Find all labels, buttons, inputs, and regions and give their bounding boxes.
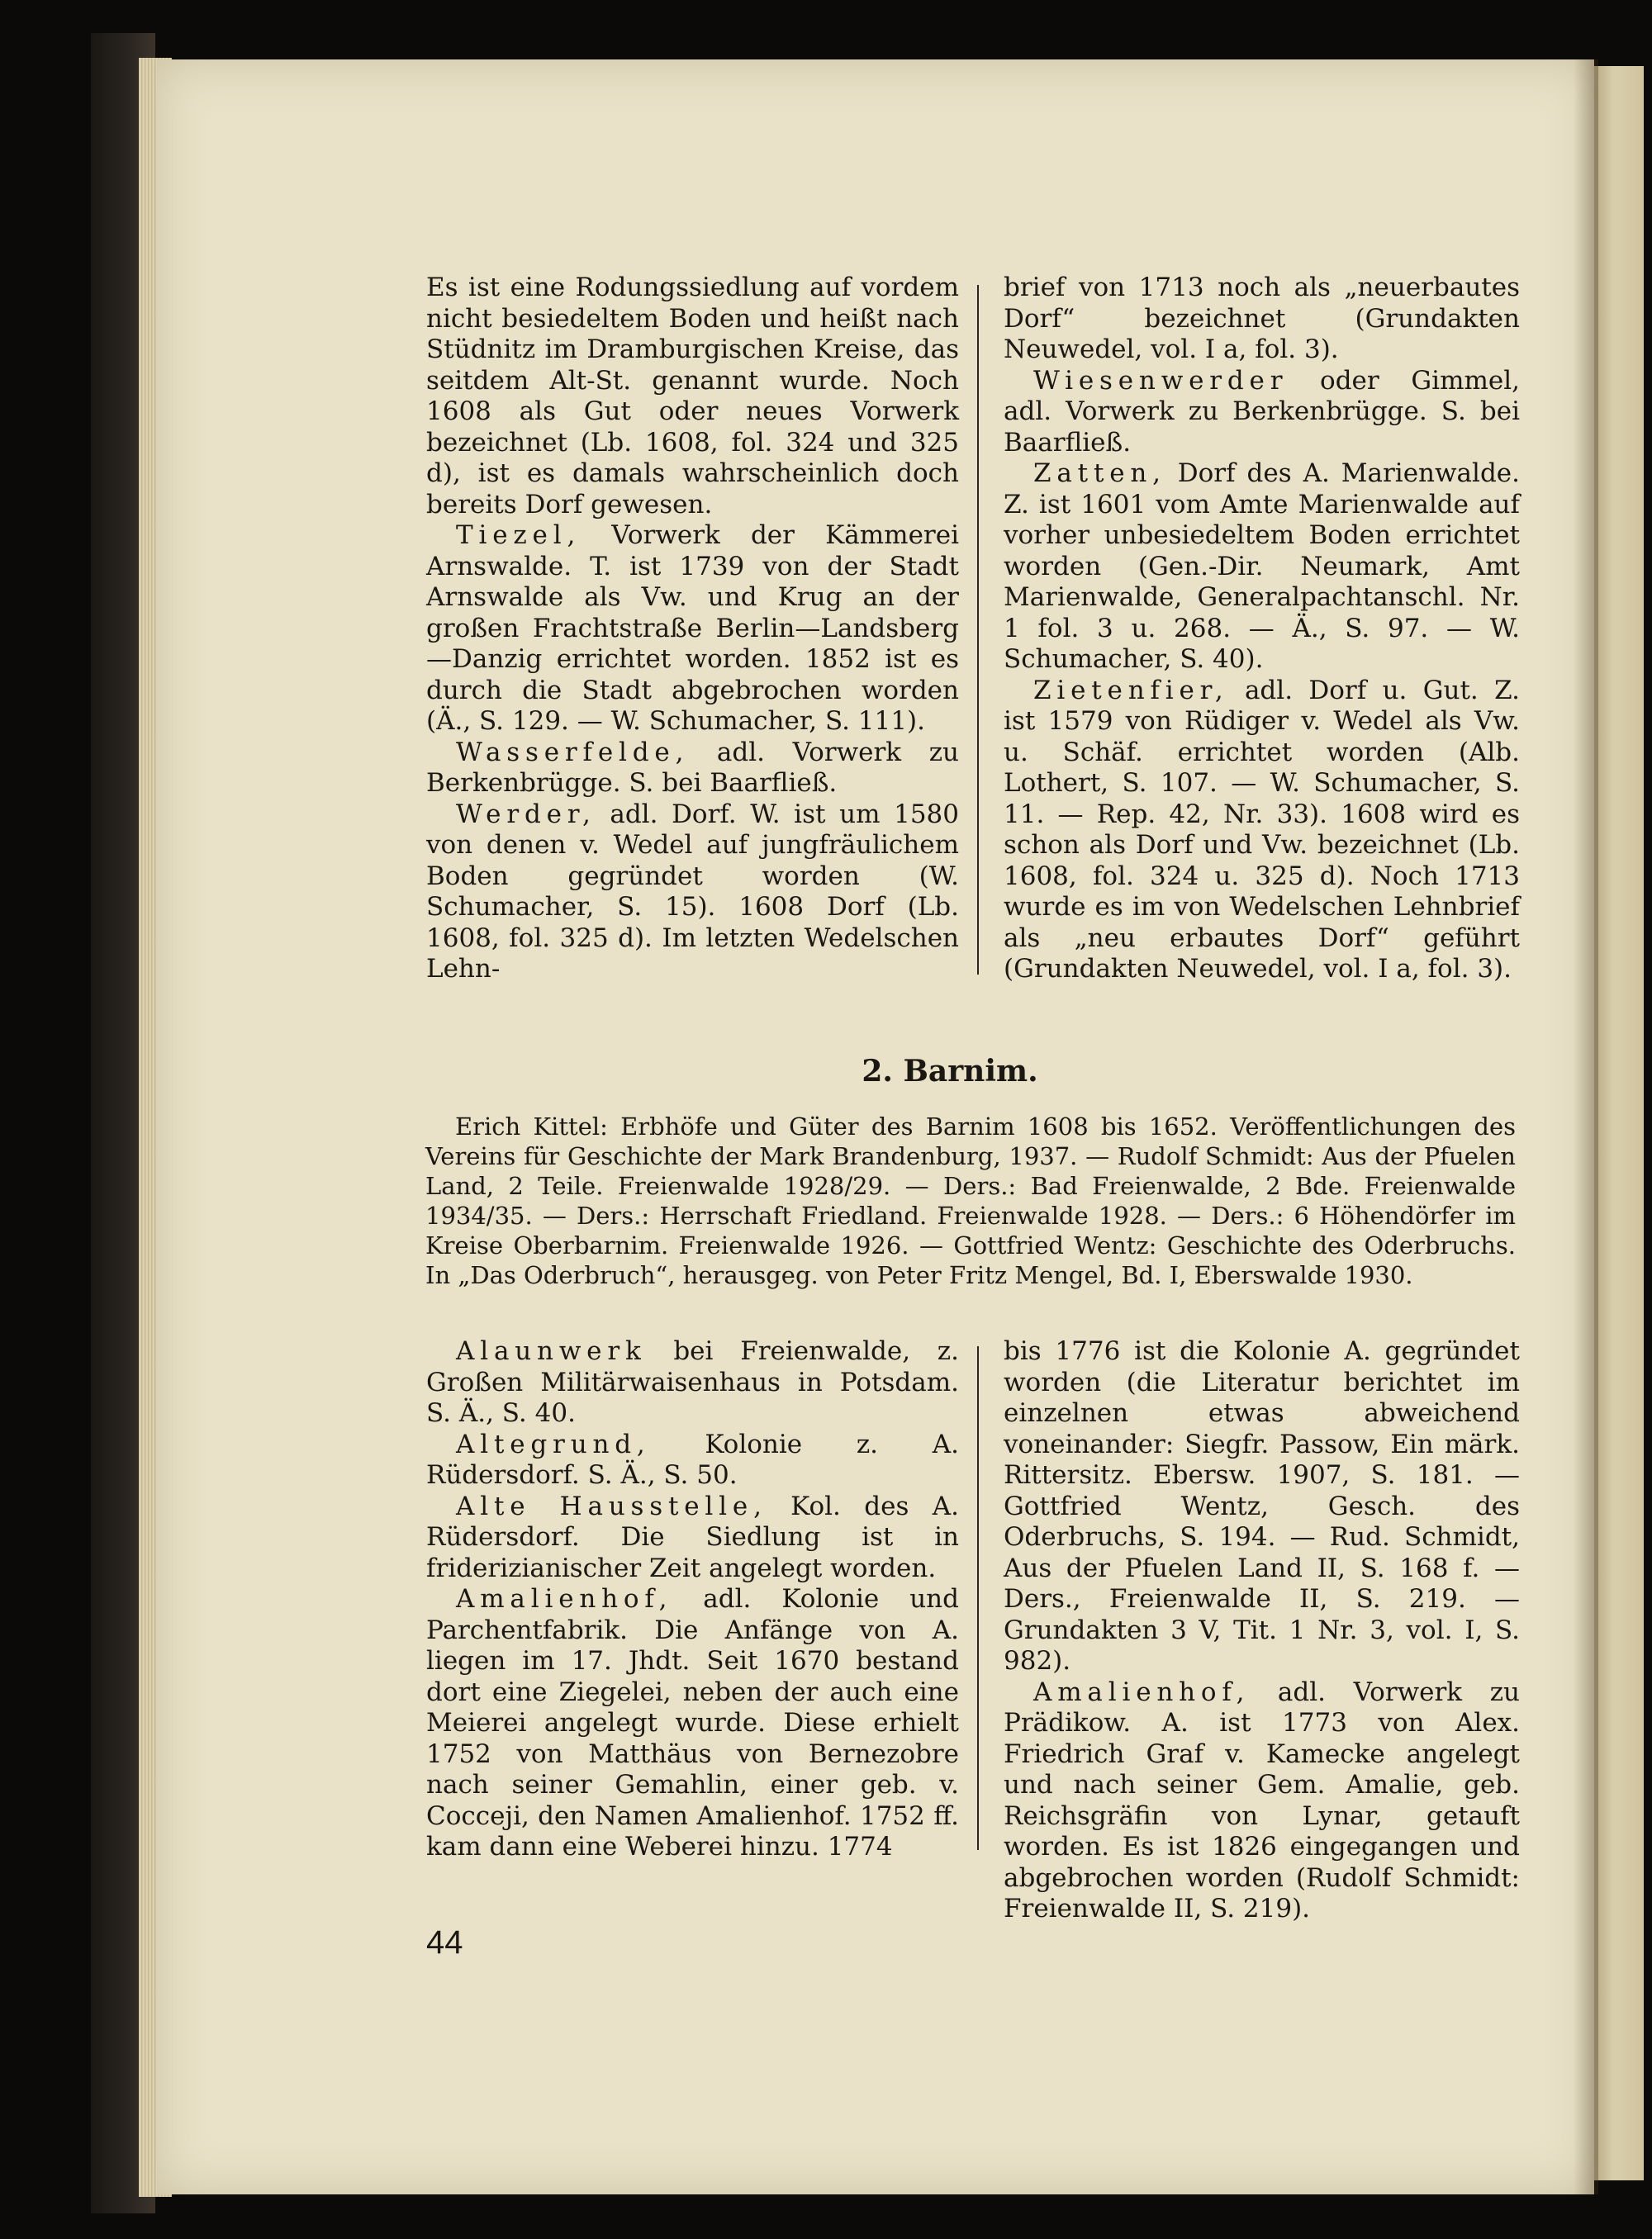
bottom-left-column (426, 1336, 959, 1863)
entry-lead: Wasserfelde, (456, 737, 690, 767)
entry-zatten: Zatten, Dorf des A. Marienwalde. Z. ist 1601 vom Amte Marienwalde auf vorher unbesiedeltem Boden errichtet worden (Gen.-Dir. Neumark, Amt Marienwalde, Generalpachtanschl. Nr. 1 fol. 3 u. 268. — Ä., S. 97. — W. Schumacher, S. 40). (1004, 458, 1520, 674)
entry-werder: Werder, adl. Dorf. W. ist um 1580 von denen v. Wedel auf jungfräulichem Boden gegründet worden (W. Schumacher, S. 15). 1608 Dorf (Lb. 1608, fol. 325 d). Im letzten Wedelschen Lehn- (426, 799, 959, 984)
top-left-column (426, 273, 959, 985)
literature-paragraph: Erich Kittel: Erbhöfe und Güter des Barnim 1608 bis 1652. Veröffentlichungen des Vereins für Geschichte der Mark Brandenburg, 1937. — Rudolf Schmidt: Aus der Pfuelen Land, 2 Teile. Freienwalde 1928/29. — Ders.: Bad Freienwalde, 2 Bde. Freienwalde 1934/35. — Ders.: Herrschaft Friedland. Freienwalde 1928. — Ders.: 6 Höhendörfer im Kreise Oberbarnim. Freienwalde 1926. — Gottfried Wentz: Geschichte des Oderbruchs. In „Das Oderbruch“, herausgeg. von Peter Fritz Mengel, Bd. I, Eberswalde 1930. (425, 1112, 1516, 1289)
entry-lead: Alaunwerk (456, 1336, 647, 1366)
page-number: 44 (426, 1924, 463, 1961)
column-divider-top (977, 285, 979, 975)
entry-lead: Werder, (456, 799, 596, 829)
entry: brief von 1713 noch als „neuerbautes Dorf“ bezeichnet (Grundakten Neuwedel, vol. I a, fol. 3). (1004, 273, 1520, 364)
entry-lead: Amalienhof, (456, 1584, 673, 1614)
entry-lead: Alte Hausstelle, (456, 1491, 767, 1521)
entry-amalienhof-vorwerk: Amalienhof, adl. Vorwerk zu Prädikow. A. ist 1773 von Alex. Friedrich Graf v. Kamecke angelegt und nach seiner Gem. Amalie, geb. Reichsgräfin von Lynar, getauft worden. Es ist 1826 eingegangen und abgebrochen worden (Rudolf Schmidt: Freienwalde II, S. 219). (1004, 1677, 1520, 1924)
bottom-right-column (1004, 1336, 1520, 1925)
entry-alte-hausstelle: Alte Hausstelle, Kol. des A. Rüdersdorf. Die Siedlung ist in friderizianischer Zeit angelegt worden. (426, 1491, 959, 1583)
entry-alaunwerk: Alaunwerk bei Freienwalde, z. Großen Militärwaisenhaus in Potsdam. S. Ä., S. 40. (426, 1336, 959, 1428)
entry-tiezel: Tiezel, Vorwerk der Kämmerei Arnswalde. T. ist 1739 von der Stadt Arnswalde als Vw. und Krug an der großen Frachtstraße Berlin—Landsberg—Danzig errichtet worden. 1852 ist es durch die Stadt abgebrochen worden (Ä., S. 129. — W. Schumacher, S. 111). (426, 520, 959, 736)
entry-zietenfier: Zietenfier, adl. Dorf u. Gut. Z. ist 1579 von Rüdiger v. Wedel als Vw. u. Schäf. errichtet worden (Alb. Lothert, S. 107. — W. Schumacher, S. 11. — Rep. 42, Nr. 33). 1608 wird es schon als Dorf und Vw. bezeichnet (Lb. 1608, fol. 324 u. 325 d). Noch 1713 wurde es im von Wedelschen Lehnbrief als „neu erbautes Dorf“ geführt (Grundakten Neuwedel, vol. I a, fol. 3). (1004, 675, 1520, 984)
entry-lead: Altegrund, (456, 1429, 651, 1459)
entry-lead: Wiesenwerder (1033, 365, 1289, 396)
gutter-shadow (1574, 59, 1598, 2194)
entry-lead: Amalienhof, (1033, 1677, 1251, 1707)
entry-wasserfelde: Wasserfelde, adl. Vorwerk zu Berkenbrügge. S. bei Baarfließ. (426, 737, 959, 798)
column-divider-bottom (977, 1346, 979, 1850)
section-heading: 2. Barnim. (862, 1054, 1038, 1089)
entry: bis 1776 ist die Kolonie A. gegründet worden (die Literatur berichtet im einzelnen etwas abweichend voneinander: Siegfr. Passow, Ein märk. Rittersitz. Ebersw. 1907, S. 181. — Gottfried Wentz, Gesch. des Oderbruchs, S. 194. — Rud. Schmidt, Aus der Pfuelen Land II, S. 168 f. — Ders., Freienwalde II, S. 219. — Grundakten 3 V, Tit. 1 Nr. 3, vol. I, S. 982). (1004, 1336, 1520, 1676)
entry-wiesenwerder: Wiesenwerder oder Gimmel, adl. Vorwerk zu Berkenbrügge. S. bei Baarfließ. (1004, 365, 1520, 458)
entry-altegrund: Altegrund, Kolonie z. A. Rüdersdorf. S. Ä., S. 50. (426, 1429, 959, 1490)
entry-lead: Zatten, (1033, 458, 1166, 488)
entry-lead: Tiezel, (456, 520, 582, 550)
entry-lead: Zietenfier, (1033, 675, 1229, 705)
facing-page-edge (1594, 66, 1644, 2180)
entry: Es ist eine Rodungssiedlung auf vordem nicht besiedeltem Boden und heißt nach Stüdnitz im Dramburgischen Kreise, das seitdem Alt-St. genannt wurde. Noch 1608 als Gut oder neues Vorwerk bezeichnet (Lb. 1608, fol. 324 und 325 d), ist es damals wahrscheinlich doch bereits Dorf gewesen. (426, 273, 959, 519)
entry-amalienhof-kolonie: Amalienhof, adl. Kolonie und Parchentfabrik. Die Anfänge von A. liegen im 17. Jhdt. Seit 1670 bestand dort eine Ziegelei, neben der auch eine Meierei angelegt wurde. Diese erhielt 1752 von Matthäus von Bernezobre nach seiner Gemahlin, einer geb. v. Cocceji, den Namen Amalienhof. 1752 ff. kam dann eine Weberei hinzu. 1774 (426, 1584, 959, 1862)
top-right-column (1004, 273, 1520, 985)
